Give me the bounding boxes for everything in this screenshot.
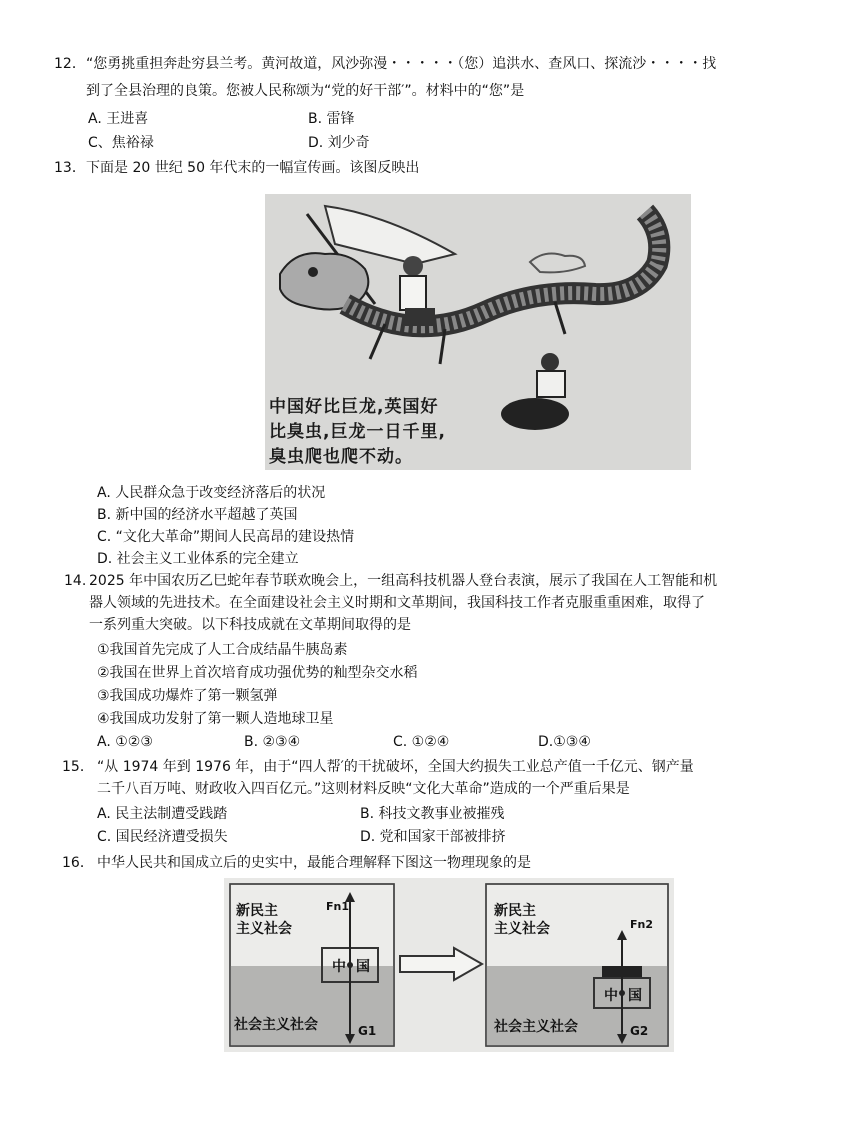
question-15-option-c: C. 国民经济遭受损失 xyxy=(97,829,228,845)
question-14-option-d: D.①③④ xyxy=(538,734,591,750)
physics-diagram-image xyxy=(224,878,674,1052)
question-12-option-a: A. 王进喜 xyxy=(88,111,149,127)
diagram-left-force-down: G1 xyxy=(358,1024,377,1038)
question-15-stem: “从 1974 年到 1976 年，由于“四人帮′的干扰破坏，全国大约损失工业总产值一千亿元、钢产量 xyxy=(97,759,694,775)
question-12-option-c: C、焦裕禄 xyxy=(88,135,154,151)
question-13-option-d: D. 社会主义工业体系的完全建立 xyxy=(97,551,299,567)
diagram-right-box-label-1: 中 xyxy=(604,988,618,1004)
diagram-left-top-label-1: 新民主 xyxy=(236,903,278,919)
diagram-right-box-label-2: 国 xyxy=(628,988,642,1004)
diagram-left-top-label-2: 主义社会 xyxy=(236,921,292,937)
question-14-item-1: ①我国首先完成了人工合成结晶牛胰岛素 xyxy=(97,642,348,658)
question-15-number: 15． xyxy=(62,759,94,775)
question-12-number: 12． xyxy=(54,56,86,72)
diagram-left-bottom-label: 社会主义社会 xyxy=(234,1017,318,1033)
diagram-left-box-label-1: 中 xyxy=(332,959,346,975)
question-14-option-a: A. ①②③ xyxy=(97,734,153,750)
diagram-right-top-label-2: 主义社会 xyxy=(494,921,550,937)
question-13-stem: 下面是 20 世纪 50 年代末的一幅宣传画。该图反映出 xyxy=(86,160,420,176)
question-14-item-4: ④我国成功发射了第一颗人造地球卫星 xyxy=(97,711,334,727)
question-14-option-b: B. ②③④ xyxy=(244,734,301,750)
question-14-item-3: ③我国成功爆炸了第一颗氢弹 xyxy=(97,688,278,704)
question-13-option-b: B. 新中国的经济水平超越了英国 xyxy=(97,507,298,523)
question-14-option-c: C. ①②④ xyxy=(393,734,450,750)
question-16-stem: 中华人民共和国成立后的史实中，最能合理解释下图这一物理现象的是 xyxy=(97,855,531,871)
question-12-option-b: B. 雷锋 xyxy=(308,111,355,127)
diagram-right-top-label-1: 新民主 xyxy=(494,903,536,919)
question-12-stem: “您勇挑重担奔赴穷县兰考。黄河故道，风沙弥漫・・・・・（您）追洪水、查风口、探流沙・・・・找 xyxy=(86,56,717,72)
question-14-stem-cont-2: 一系列重大突破。以下科技成就在文革期间取得的是 xyxy=(89,617,411,633)
diagram-right-bottom-label: 社会主义社会 xyxy=(494,1019,578,1035)
propaganda-poster-image xyxy=(265,194,691,470)
diagram-right-force-up: Fn2 xyxy=(630,918,653,931)
question-15-option-b: B. 科技文教事业被摧残 xyxy=(360,806,505,822)
diagram-left-box-label-2: 国 xyxy=(356,959,370,975)
diagram-left-force-up: Fn1 xyxy=(326,900,349,913)
poster-caption-line-2: 比臭虫,巨龙一日千里, xyxy=(269,422,446,442)
question-16-number: 16． xyxy=(62,855,94,871)
diagram-right-force-down: G2 xyxy=(630,1024,649,1038)
question-12-option-d: D. 刘少奇 xyxy=(308,135,370,151)
question-15-option-d: D. 党和国家干部被排挤 xyxy=(360,829,506,845)
poster-caption-line-3: 臭虫爬也爬不动。 xyxy=(269,447,413,467)
question-15-option-a: A. 民主法制遭受践踏 xyxy=(97,806,228,822)
question-14-item-2: ②我国在世界上首次培育成功强优势的籼型杂交水稻 xyxy=(97,665,418,681)
question-14-number: 14. xyxy=(64,573,87,589)
question-15-stem-cont: 二千八百万吨、财政收入四百亿元。”这则材料反映“文化大革命”造成的一个严重后果是 xyxy=(97,781,630,797)
question-14-stem-cont-1: 器人领域的先进技术。在全面建设社会主义时期和文革期间，我国科技工作者克服重重困难，取得了 xyxy=(89,595,705,611)
question-14-stem: 2025 年中国农历乙巳蛇年春节联欢晚会上，一组高科技机器人登台表演，展示了我国在人工智能和机 xyxy=(89,573,718,589)
question-12-stem-cont: 到了全县治理的良策。您被人民称颂为“党的好干部′”。材料中的“您”是 xyxy=(86,83,525,99)
question-13-number: 13． xyxy=(54,160,86,176)
question-13-option-a: A. 人民群众急于改变经济落后的状况 xyxy=(97,485,326,501)
poster-caption-line-1: 中国好比巨龙,英国好 xyxy=(269,397,439,417)
question-13-option-c: C. “文化大革命”期间人民高昂的建设热情 xyxy=(97,529,355,545)
